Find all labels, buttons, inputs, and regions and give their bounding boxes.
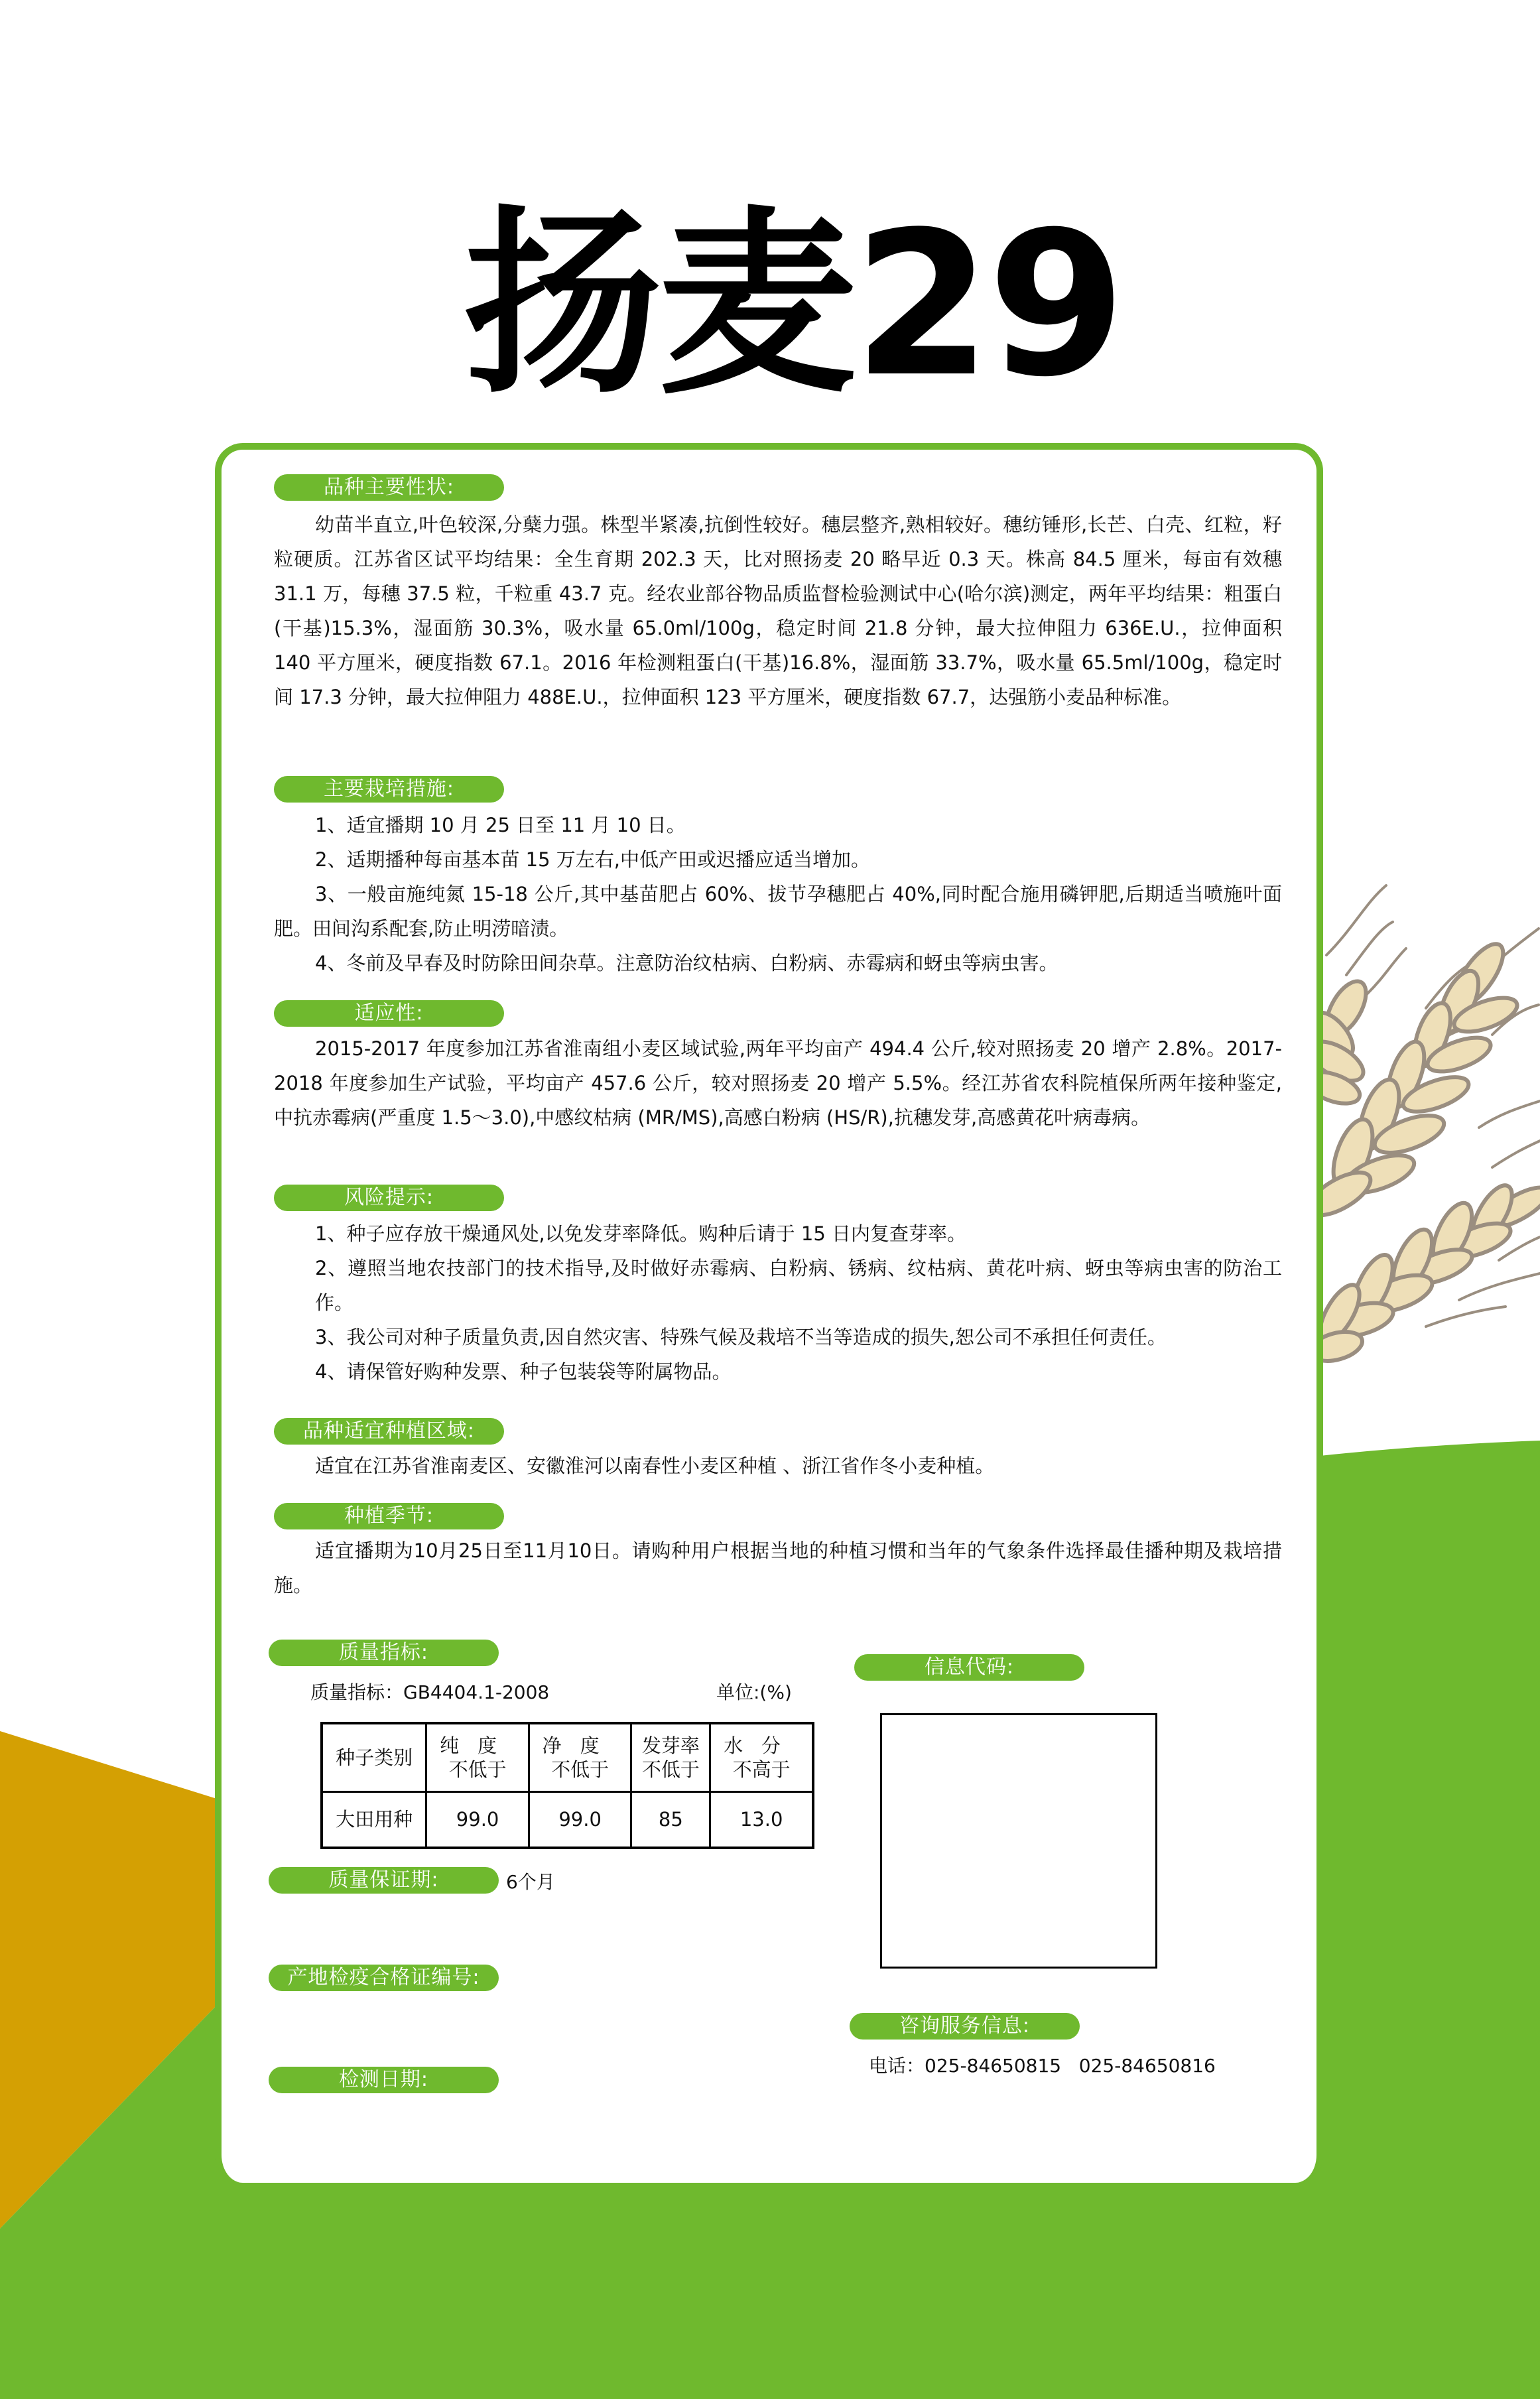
quality-standard: 质量指标：GB4404.1-2008 xyxy=(310,1681,550,1703)
adaptability-text xyxy=(274,1031,1282,1135)
traits-text xyxy=(274,507,1282,714)
list-item: 4、请保管好购种发票、种子包装袋等附属物品。 xyxy=(315,1360,732,1383)
qr-code-placeholder xyxy=(880,1713,1157,1969)
table-header-purity: 纯度 不低于 xyxy=(426,1723,529,1791)
table-header-category: 种子类别 xyxy=(322,1723,426,1791)
list-item: 2、遵照当地农技部门的技术指导,及时做好赤霉病、白粉病、锈病、纹枯病、黄花叶病、蚜虫等病虫害的防治工作。 xyxy=(315,1257,1282,1314)
region-paragraph: 适宜在江苏省淮南麦区、安徽淮河以南春性小麦区种植 、浙江省作冬小麦种植。 xyxy=(315,1455,995,1477)
wheat-icon xyxy=(1303,885,1540,1366)
product-title: 扬麦29 xyxy=(463,189,1122,421)
section-label-quarantine: 产地检疫合格证编号: xyxy=(269,1965,499,1991)
table-cell-germination: 85 xyxy=(631,1791,710,1848)
section-label-guarantee: 质量保证期: xyxy=(269,1867,499,1894)
list-item: 3、一般亩施纯氮 15-18 公斤,其中基苗肥占 60%、拔节孕穗肥占 40%,同时配合施用磷钾肥,后期适当喷施叶面肥。田间沟系配套,防止明涝暗渍。 xyxy=(274,883,1282,940)
table-header-cleanliness: 净度 不低于 xyxy=(529,1723,631,1791)
list-item: 1、种子应存放干燥通风处,以免发芽率降低。购种后请于 15 日内复查芽率。 xyxy=(315,1222,967,1245)
section-label-info-code: 信息代码: xyxy=(854,1654,1084,1681)
season-paragraph: 适宜播期为10月25日至11月10日。请购种用户根据当地的种植习惯和当年的气象条件选择最佳播种期及栽培措施。 xyxy=(274,1539,1282,1596)
phone-number-2: 025-84650816 xyxy=(1078,2055,1216,2077)
list-item: 4、冬前及早春及时防除田间杂草。注意防治纹枯病、白粉病、赤霉病和蚜虫等病虫害。 xyxy=(315,952,1059,974)
table-cell-category: 大田用种 xyxy=(322,1791,426,1848)
phone-number-1: 025-84650815 xyxy=(925,2055,1062,2077)
risk-list xyxy=(315,1216,1282,1389)
service-phone xyxy=(869,2051,1216,2078)
cultivation-list xyxy=(274,808,1282,980)
list-item: 2、适期播种每亩基本苗 15 万左右,中低产田或迟播应适当增加。 xyxy=(315,848,871,871)
section-label-adaptability: 适应性: xyxy=(274,1000,504,1027)
phone-label: 电话： xyxy=(869,2055,925,2077)
table-row xyxy=(322,1791,813,1848)
section-label-test-date: 检测日期: xyxy=(269,2067,499,2093)
guarantee-value: 6个月 xyxy=(506,1871,555,1893)
section-label-season: 种植季节: xyxy=(274,1503,504,1529)
table-header-row xyxy=(322,1723,813,1791)
quality-unit: 单位:(%) xyxy=(716,1681,792,1703)
table-cell-moisture: 13.0 xyxy=(710,1791,813,1848)
adaptability-paragraph: 2015-2017 年度参加江苏省淮南组小麦区域试验,两年平均亩产 494.4 公斤,较对照扬麦 20 增产 2.8%。2017-2018 年度参加生产试验，平均亩产 457.6 公斤，较对照扬麦 20 增产 5.5%。经江苏省农科院植保所两年接种鉴定,中抗赤霉病(严重度 1.5～3.0),中感纹枯病 (MR/MS),高感白粉病 (HS/R),抗穗发芽,高感黄花叶病毒病。 xyxy=(274,1037,1282,1129)
section-label-region: 品种适宜种植区域: xyxy=(274,1418,504,1445)
section-label-cultivation: 主要栽培措施: xyxy=(274,776,504,803)
list-item: 3、我公司对种子质量负责,因自然灾害、特殊气候及栽培不当等造成的损失,恕公司不承担任何责任。 xyxy=(315,1326,1167,1348)
list-item: 1、适宜播期 10 月 25 日至 11 月 10 日。 xyxy=(315,814,686,836)
region-text xyxy=(274,1449,1282,1483)
season-text xyxy=(274,1533,1282,1602)
section-label-service: 咨询服务信息: xyxy=(850,2013,1080,2040)
section-label-risk: 风险提示: xyxy=(274,1185,504,1211)
quality-table xyxy=(320,1722,814,1849)
section-label-quality: 质量指标: xyxy=(269,1640,499,1666)
traits-paragraph: 幼苗半直立,叶色较深,分蘖力强。株型半紧凑,抗倒性较好。穗层整齐,熟相较好。穗纺锤形,长芒、白壳、红粒，籽粒硬质。江苏省区试平均结果：全生育期 202.3 天，比对照扬麦 20 略早近 0.3 天。株高 84.5 厘米，每亩有效穗 31.1 万，每穗 37.5 粒，千粒重 43.7 克。经农业部谷物品质监督检验测试中心(哈尔滨)测定，两年平均结果：粗蛋白(干基)15.3%，湿面筋 30.3%，吸水量 65.0ml/100g，稳定时间 21.8 分钟，最大拉伸阻力 636E.U.，拉伸面积 140 平方厘米，硬度指数 67.1。2016 年检测粗蛋白(干基)16.8%，湿面筋 33.7%，吸水量 65.5ml/100g，稳定时间 17.3 分钟，最大拉伸阻力 488E.U.，拉伸面积 123 平方厘米，硬度指数 67.7，达强筋小麦品种标准。 xyxy=(274,513,1282,708)
section-label-traits: 品种主要性状: xyxy=(274,474,504,501)
table-cell-purity: 99.0 xyxy=(426,1791,529,1848)
table-cell-cleanliness: 99.0 xyxy=(529,1791,631,1848)
table-header-moisture: 水分 不高于 xyxy=(710,1723,813,1791)
table-header-germination: 发芽率 不低于 xyxy=(631,1723,710,1791)
